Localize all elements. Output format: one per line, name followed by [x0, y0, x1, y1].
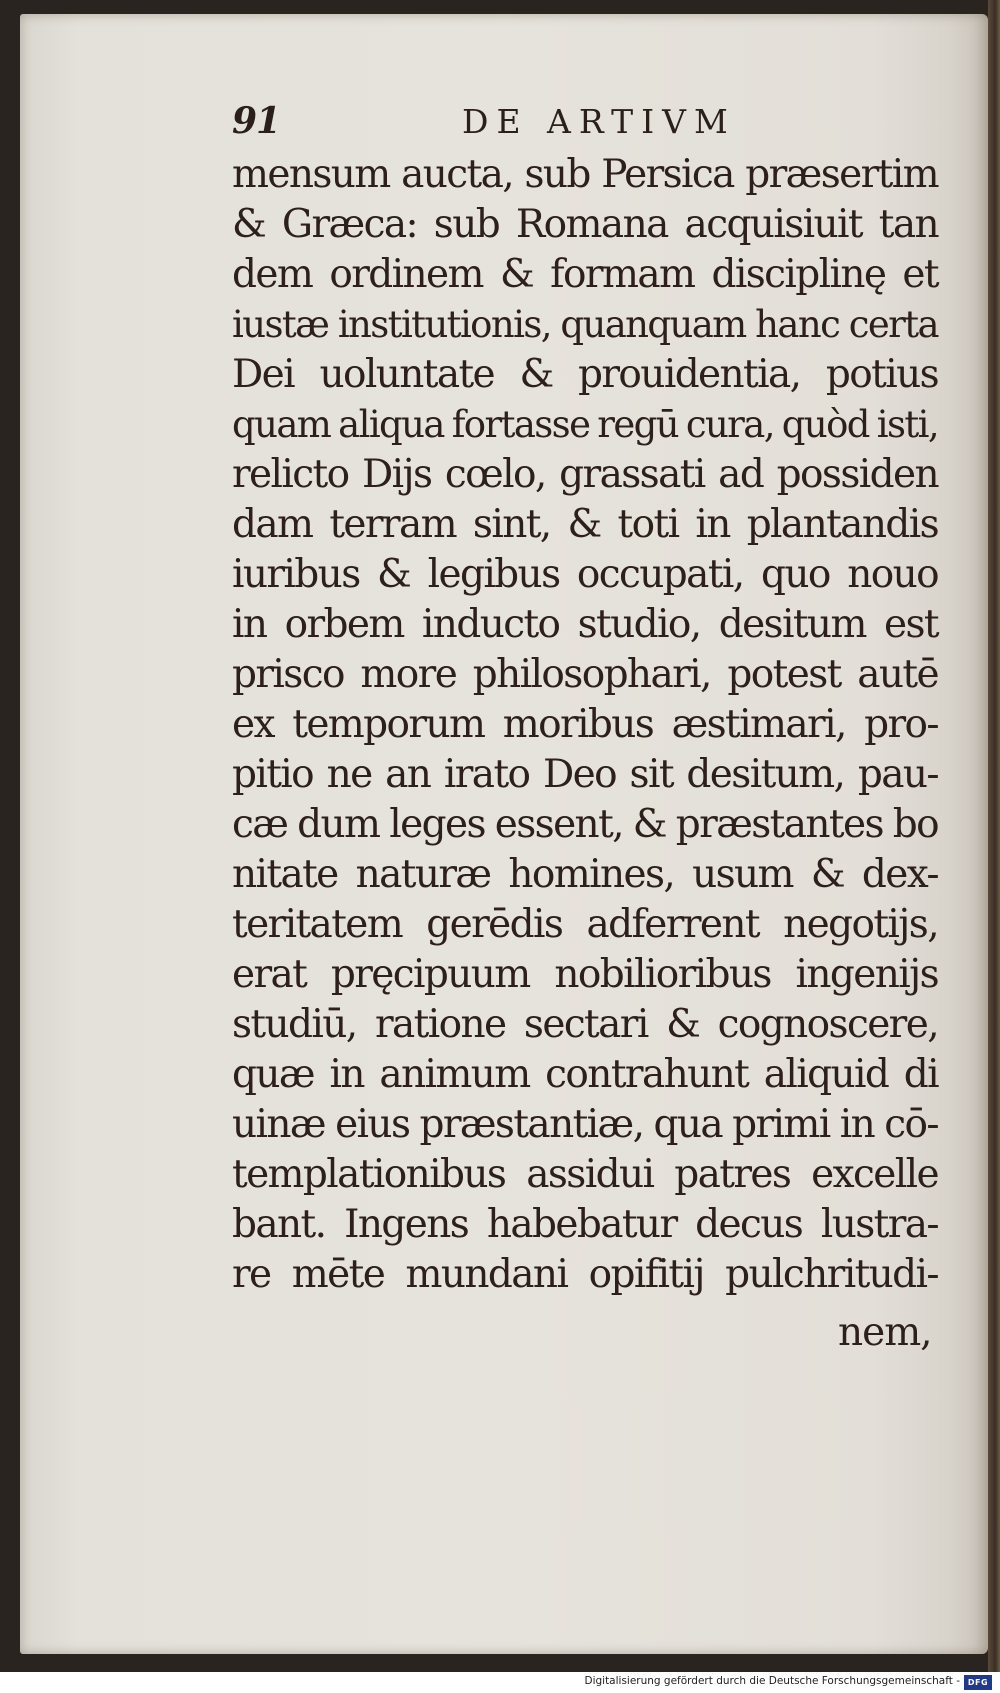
text-line: prisco more philosophari, potest autē [232, 652, 938, 697]
text-line: studiū, ratione sectari & cognoscere, [232, 1002, 938, 1047]
text-line: pitio ne an irato Deo sit desitum, pau- [232, 752, 938, 797]
page-number: 91 [232, 100, 281, 142]
text-block [232, 150, 938, 1300]
running-head: DE ARTIVM [462, 102, 736, 141]
book-edge [988, 0, 1000, 1672]
text-line: Dei uoluntate & prouidentia, potius [232, 352, 938, 397]
text-line: dem ordinem & formam disciplinę et [232, 252, 938, 297]
footer-bar [0, 1672, 1000, 1693]
text-line: relicto Dijs cœlo, grassati ad possiden [232, 452, 938, 497]
catchword: nem, [838, 1310, 932, 1355]
page-header [232, 100, 792, 146]
text-line: dam terram sint, & toti in plantandis [232, 502, 938, 547]
text-line: erat pręcipuum nobilioribus ingenijs [232, 952, 938, 997]
text-line: ex temporum moribus æstimari, pro- [232, 702, 938, 747]
text-line: quam aliqua fortasse regū cura, quòd isti, [232, 403, 938, 446]
text-line: teritatem gerēdis adferrent negotijs, [232, 902, 938, 947]
dfg-logo: DFG [964, 1675, 992, 1690]
text-line: nitate naturæ homines, usum & dex- [232, 852, 938, 897]
text-line: in orbem inducto studio, desitum est [232, 602, 938, 647]
text-line: cæ dum leges essent, & præstantes bo [232, 802, 938, 847]
text-line: iuribus & legibus occupati, quo nouo [232, 552, 938, 597]
text-line: iustæ institutionis, quanquam hanc certa [232, 303, 938, 346]
text-line: quæ in animum contrahunt aliquid di [232, 1052, 938, 1097]
text-line: mensum aucta, sub Persica præsertim [232, 152, 938, 197]
text-line: bant. Ingens habebatur decus lustra- [232, 1202, 938, 1247]
text-line: & Græca: sub Romana acquisiuit tan [232, 202, 938, 247]
text-line: re mēte mundani opifitij pulchritudi- [232, 1252, 938, 1297]
text-line: uinæ eius præstantiæ, qua primi in cō- [232, 1102, 938, 1147]
text-line: templationibus assidui patres excelle [232, 1152, 938, 1197]
funding-credit: Digitalisierung gefördert durch die Deutsche Forschungsgemeinschaft - [584, 1675, 960, 1687]
